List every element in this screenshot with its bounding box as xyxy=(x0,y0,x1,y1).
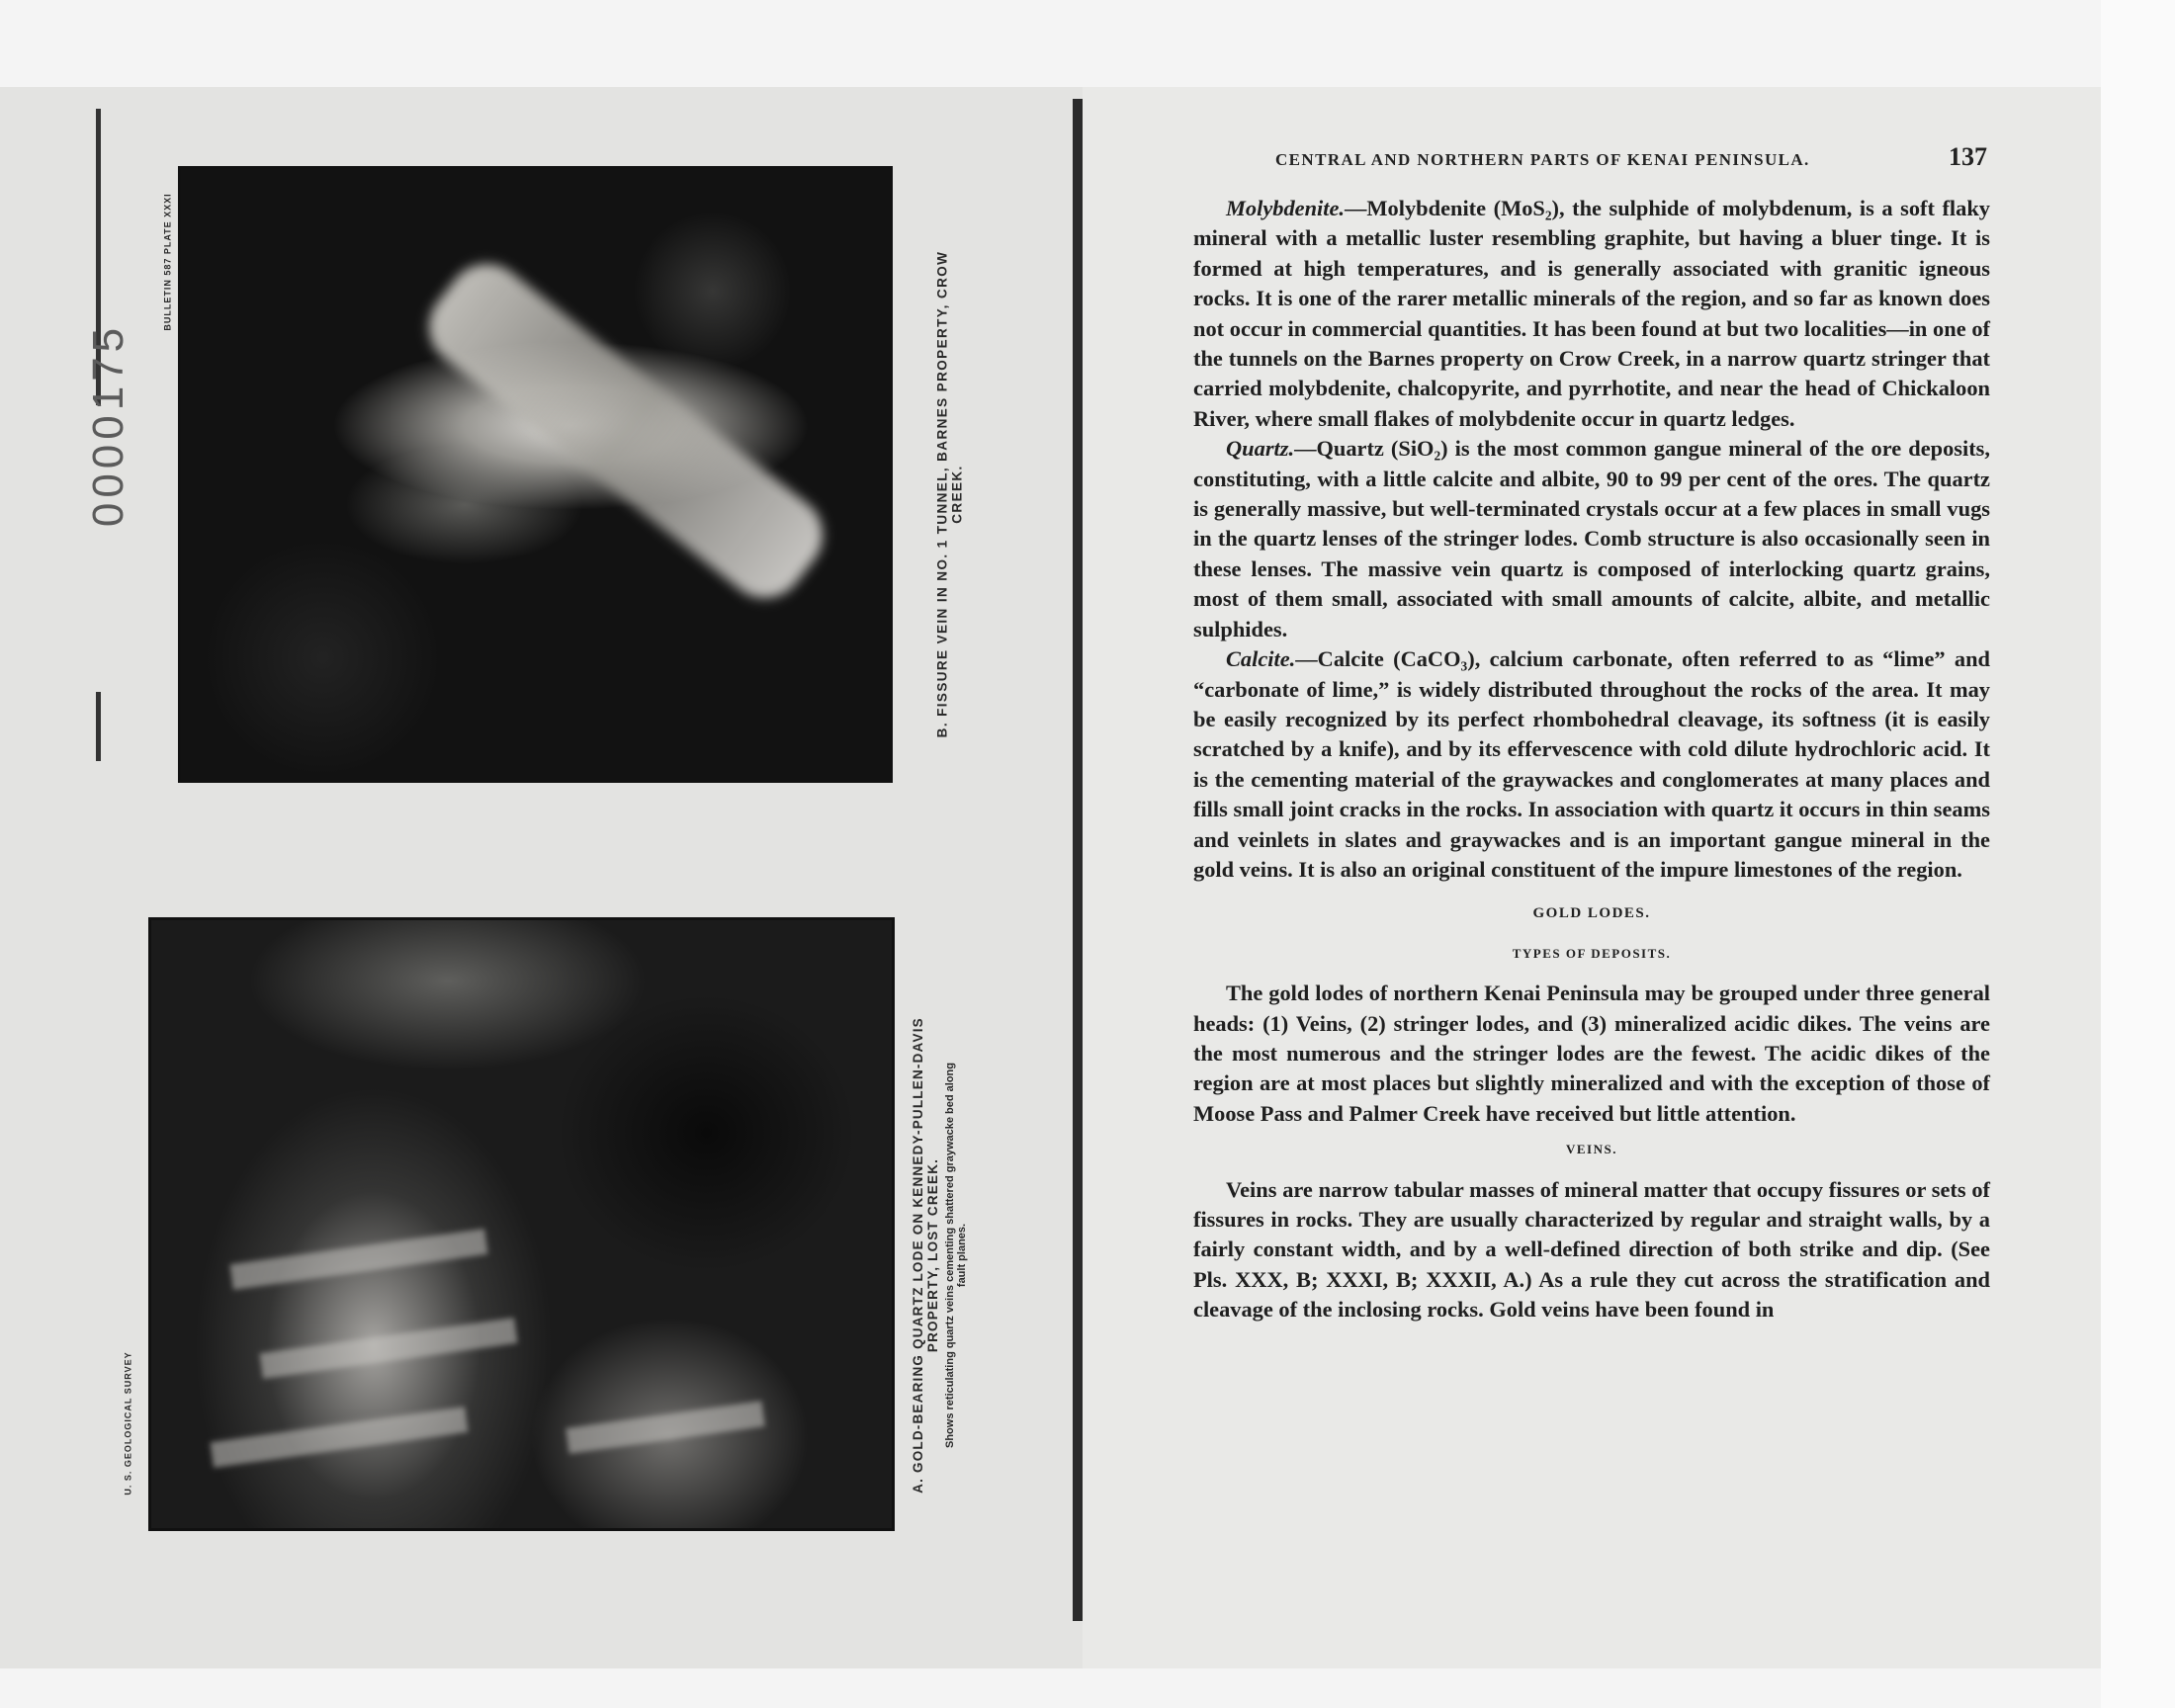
quartz-vein-highlight xyxy=(413,248,838,614)
photo-fissure-vein xyxy=(178,166,893,783)
edge-mark xyxy=(96,692,101,761)
text-calcite: —Calcite (CaCO₃), calcium carbonate, often referred to as “lime” and “carbonate of lime,” is widely distributed throughout the rocks of the area. It may be easily recognized by its perfect rhombohedral cleavage, its softness (it is easily scratched by a knife), and by its effervescence with cold dilute hydrochloric acid. It is the cementing material of the graywackes and conglomerates at many places and fills small joint cracks in the rocks. In association with quartz it occurs in thin seams and veinlets in slates and graywackes and is an important gangue mineral in the gold veins. It is also an original constituent of the impure limestones of the region. xyxy=(1193,646,1990,882)
page-number: 137 xyxy=(1949,142,1987,171)
rock-slab xyxy=(229,1229,487,1290)
caption-a-line2: PROPERTY, LOST CREEK. xyxy=(925,1157,940,1353)
paragraph-calcite xyxy=(1193,644,1990,885)
paragraph-molybdenite xyxy=(1193,194,1990,434)
paragraph-quartz xyxy=(1193,434,1990,644)
body-text xyxy=(1193,194,1990,1325)
term-molybdenite: Molybdenite. xyxy=(1226,196,1346,220)
caption-b-line2: CREEK. xyxy=(949,465,964,524)
scan-margin xyxy=(2101,0,2175,1708)
bulletin-label: BULLETIN 587 PLATE XXXI xyxy=(163,193,174,331)
archive-stamp-number: 0000175 xyxy=(84,322,133,528)
survey-label: U. S. GEOLOGICAL SURVEY xyxy=(124,1351,134,1495)
caption-a-line1: A. GOLD-BEARING QUARTZ LODE ON KENNEDY-PULLEN-DAVIS xyxy=(911,1017,925,1494)
rock-slab xyxy=(259,1318,517,1379)
caption-a-note-line2: fault planes. xyxy=(956,1223,968,1288)
heading-gold-lodes: GOLD LODES. xyxy=(1532,905,1651,922)
running-head xyxy=(1275,142,1987,172)
text-quartz: —Quartz (SiO₂) is the most common gangue mineral of the ore deposits, constituting, with a little calcite and albite, 90 to 99 per cent of the ores. The quartz is generally massive, but well-terminated crystals occur at a few places in small vugs in the quartz lenses of the stringer lodes. Comb structure is also occasionally seen in these lenses. The massive vein quartz is composed of interlocking quartz grains, most of them small, associated with small amounts of calcite, albite, and metallic sulphides. xyxy=(1193,436,1990,641)
rock-slab xyxy=(566,1401,765,1454)
heading-types-of-deposits: TYPES OF DEPOSITS. xyxy=(1512,945,1672,961)
binding-gutter xyxy=(1073,99,1083,1621)
heading-veins: VEINS. xyxy=(1566,1142,1617,1157)
photo-gold-bearing-lode xyxy=(148,917,895,1531)
caption-a xyxy=(870,979,1008,1532)
caption-b-line1: B. FISSURE VEIN IN NO. 1 TUNNEL, BARNES PROPERTY, CROW xyxy=(934,250,949,738)
text-molybdenite: —Molybdenite (MoS₂), the sulphide of molybdenum, is a soft flaky mineral with a metallic luster resembling graphite, but having a bluer tinge. It is formed at high temperatures, and is generally associated with granitic igneous rocks. It is one of the rarer metallic minerals of the region, and so far as known does not occur in commercial quantities. It has been found at but two localities—in one of the tunnels on the Barnes property on Crow Creek, in a narrow quartz stringer that carried molybdenite, chalcopyrite, and pyrrhotite, and near the head of Chickaloon River, where small flakes of molybdenite occur in quartz ledges. xyxy=(1193,196,1990,431)
running-head-title: CENTRAL AND NORTHERN PARTS OF KENAI PENINSULA. xyxy=(1275,150,1810,169)
paragraph-veins: Veins are narrow tabular masses of mineral matter that occupy fissures or sets of fissures in rocks. They are usually characterized by regular and straight walls, by a fairly constant width, and by a well-defined direction of both strike and dip. (See Pls. XXX, B; XXXI, B; XXXII, A.) As a rule they cut across the stratification and cleavage of the inclosing rocks. Gold veins have been found in xyxy=(1193,1176,1990,1323)
caption-b xyxy=(905,217,994,771)
paragraph-types: The gold lodes of northern Kenai Peninsula may be grouped under three general heads: (1) Veins, (2) stringer lodes, and (3) mineralized acidic dikes. The veins are the most numerous and the stringer lodes are the fewest. The acidic dikes of the region are at most places but slightly mineralized and with the exception of those of Moose Pass and Palmer Creek have received but little attention. xyxy=(1193,981,1990,1126)
term-quartz: Quartz. xyxy=(1226,436,1295,462)
caption-a-note-line1: Shows reticulating quartz veins cementing shattered graywacke bed along xyxy=(944,1063,956,1448)
rock-slab xyxy=(210,1407,468,1468)
term-calcite: Calcite. xyxy=(1226,646,1296,672)
